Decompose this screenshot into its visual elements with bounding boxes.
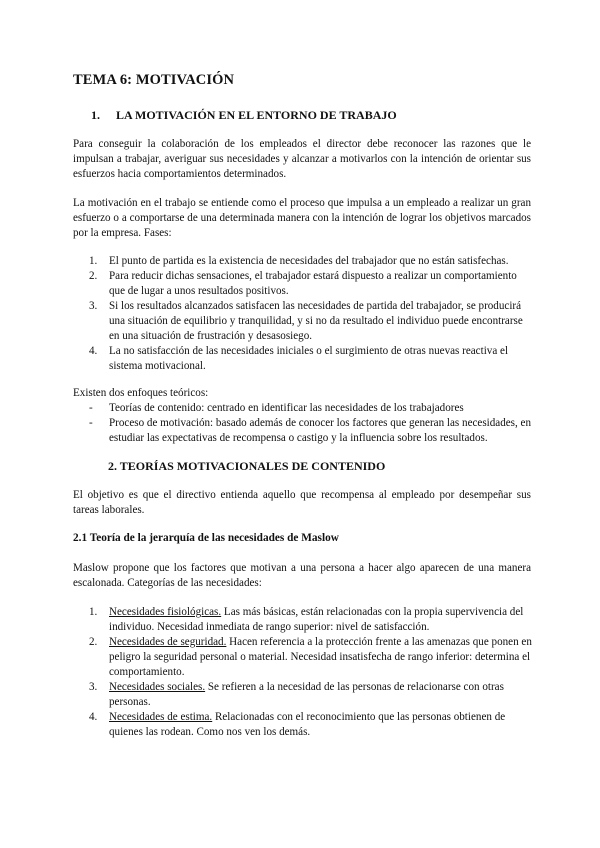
- list-item: 4. Necesidades de estima. Relacionadas con el reconocimiento que las personas obtienen de quienes las rodean. Como nos ven los demás.: [89, 711, 506, 738]
- list-item: 2. Necesidades de seguridad. Hacen referencia a la protección frente a las amenazas que ponen en peligro la seguridad personal o material. Necesidad insatisfecha de rango inferior: determina el comportamiento.: [89, 636, 532, 678]
- section-1-number: 1.: [91, 108, 100, 122]
- section-2-heading: 2. TEORÍAS MOTIVACIONALES DE CONTENIDO: [108, 459, 386, 473]
- list-item: 3. Si los resultados alcanzados satisfacen las necesidades de partida del trabajador, se producirá una situación de equilibrio y tranquilidad, y si no da resultado el individuo puede encontrarse en una situación de frustración y desasosiego.: [89, 300, 523, 342]
- list-item: 4. La no satisfacción de las necesidades iniciales o el surgimiento de otras nuevas reactiva el sistema motivacional.: [89, 345, 509, 372]
- list-item: 2. Para reducir dichas sensaciones, el trabajador estará dispuesto a realizar un comportamiento que de lugar a unos resultados positivos.: [89, 270, 517, 297]
- approaches-list: [73, 401, 533, 446]
- objective-paragraph: El objetivo es que el directivo entienda aquello que recompensa al empleado por desempeñar sus tareas laborales.: [73, 489, 531, 516]
- intro-paragraph: Para conseguir la colaboración de los empleados el director debe reconocer las razones que le impulsan a trabajar, averiguar sus necesidades y alcanzar a motivarlos con la intención de orientar sus esfuerzos hacia comportamientos determinados.: [73, 138, 531, 180]
- phases-list: [73, 254, 533, 374]
- section-1-heading: [91, 108, 397, 123]
- subsection-heading: 2.1 Teoría de la jerarquía de las necesidades de Maslow: [73, 532, 339, 544]
- list-item: 1. El punto de partida es la existencia de necesidades del trabajador que no están satisfechas.: [89, 255, 509, 267]
- need-term: Necesidades fisiológicas.: [109, 606, 222, 618]
- list-item: 3. Necesidades sociales. Se refieren a la necesidad de las personas de relacionarse con otras personas.: [89, 681, 504, 708]
- list-item: - Proceso de motivación: basado además de conocer los factores que generan las necesidades, en estudiar las expectativas de recompensa o castigo y la influencia sobre los resultados.: [89, 417, 532, 444]
- list-item: - Teorías de contenido: centrado en identificar las necesidades de los trabajadores: [89, 402, 464, 414]
- need-term: Necesidades de seguridad.: [109, 636, 227, 648]
- need-term: Necesidades de estima.: [109, 711, 213, 723]
- motivation-definition-paragraph: La motivación en el trabajo se entiende como el proceso que impulsa a un empleado a realizar un gran esfuerzo o a comportarse de una determinada manera con la intención de lograr los objetivos marcados por la empresa. Fases:: [73, 197, 531, 239]
- approaches-intro: Existen dos enfoques teóricos:: [73, 387, 209, 399]
- list-item: 1. Necesidades fisiológicas. Las más básicas, están relacionadas con la propia supervivencia del individuo. Necesidad inmediata de rango superior: nivel de satisfacción.: [89, 606, 524, 633]
- need-term: Necesidades sociales.: [109, 681, 206, 693]
- section-1-title: LA MOTIVACIÓN EN EL ENTORNO DE TRABAJO: [116, 108, 397, 122]
- page-title: TEMA 6: MOTIVACIÓN: [73, 72, 235, 88]
- needs-list: [73, 605, 533, 740]
- maslow-paragraph: Maslow propone que los factores que motivan a una persona a hacer algo aparecen de una manera escalonada. Categorías de las necesidades:: [73, 562, 531, 589]
